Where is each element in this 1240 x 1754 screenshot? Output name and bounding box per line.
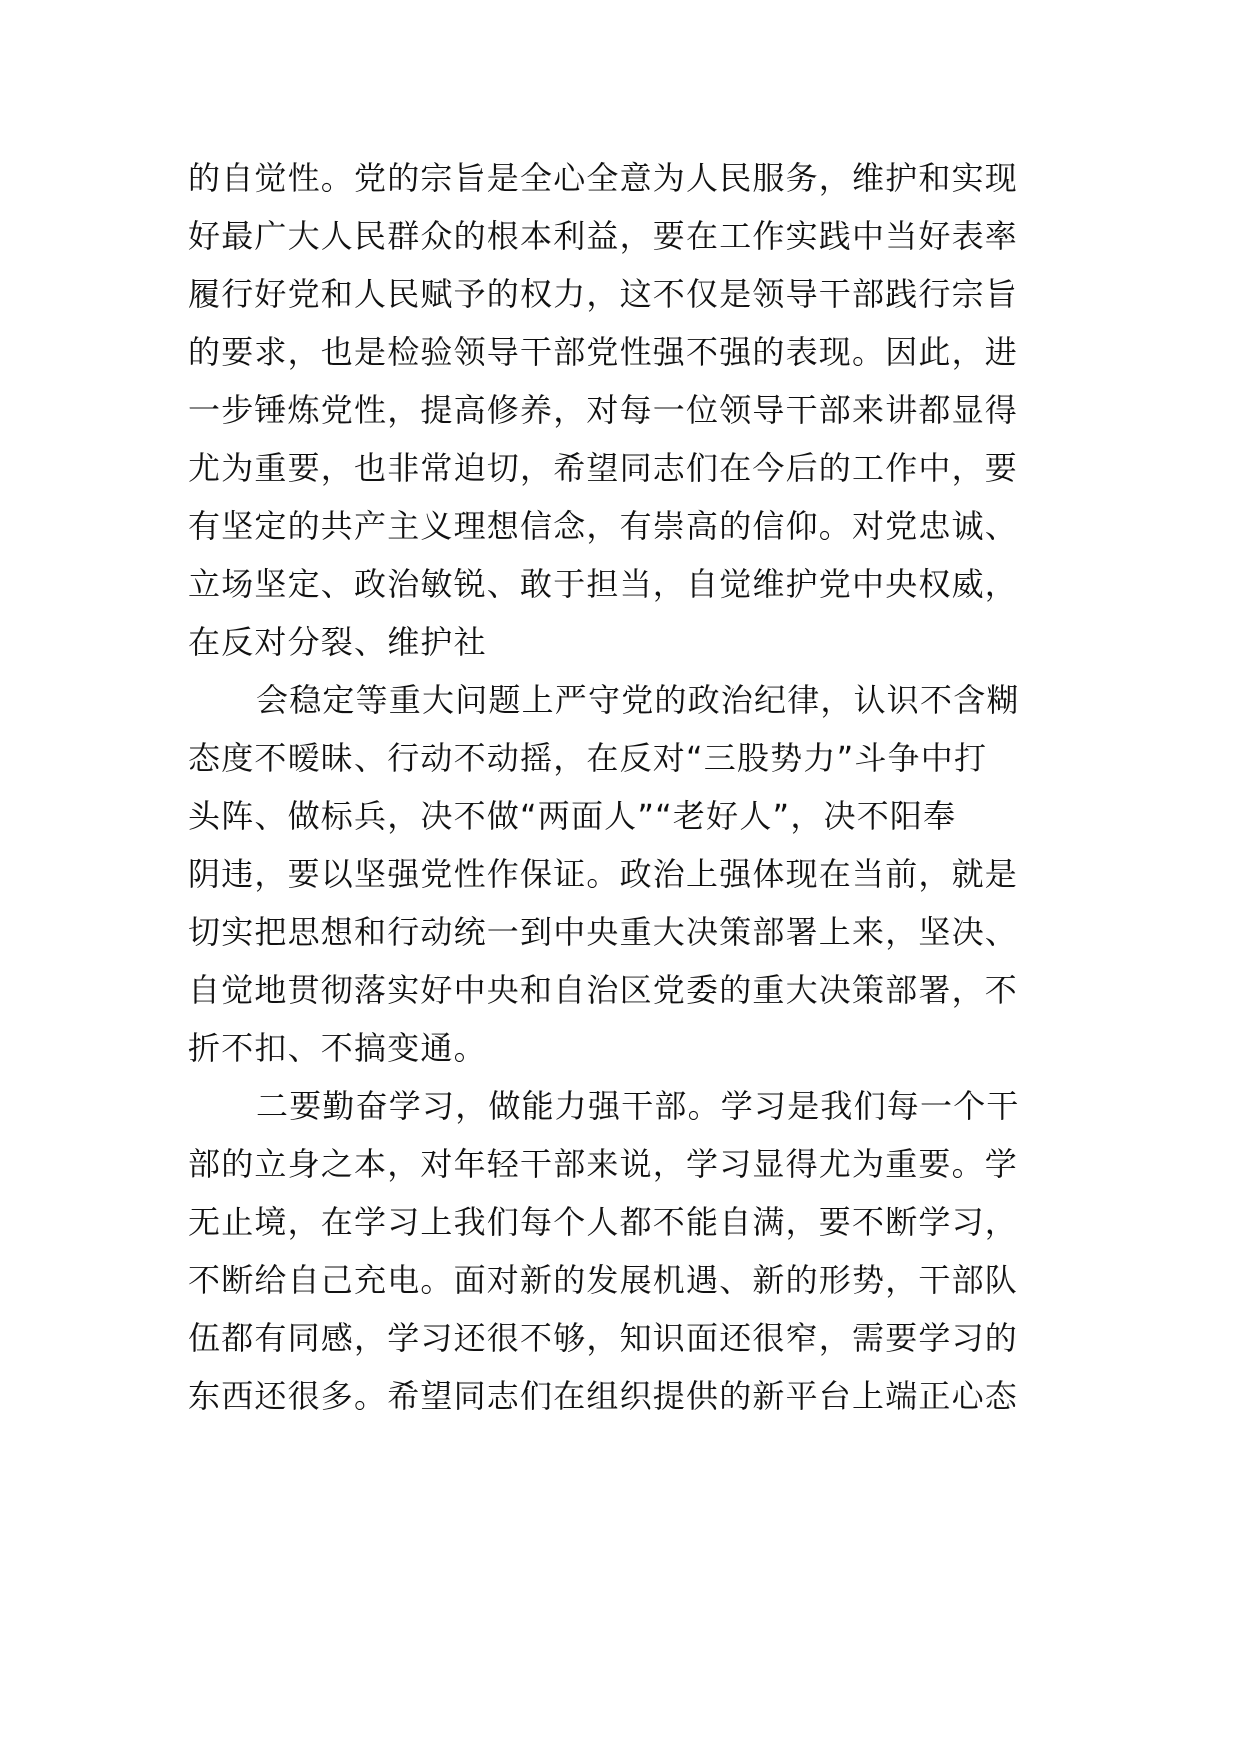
- text-line: 有坚定的共产主义理想信念，有崇高的信仰。对党忠诚、: [188, 507, 1019, 545]
- text-line: 不断给自己充电。面对新的发展机遇、新的形势，干部队: [188, 1261, 1019, 1299]
- paragraph-first-line: 二要勤奋学习，做能力强干部。学习是我们每一个干: [256, 1087, 1020, 1125]
- text-line: 折不扣、不搞变通。: [188, 1029, 487, 1067]
- text-line: 立场坚定、政治敏锐、敢于担当，自觉维护党中央权威，: [188, 565, 1019, 603]
- text-line: 在反对分裂、维护社: [188, 623, 487, 661]
- text-line: 的要求，也是检验领导干部党性强不强的表现。因此，进: [188, 333, 1019, 371]
- text-line: 一步锤炼党性，提高修养，对每一位领导干部来讲都显得: [188, 391, 1019, 429]
- text-line: 自觉地贯彻落实好中央和自治区党委的重大决策部署，不: [188, 971, 1019, 1009]
- text-line: 履行好党和人民赋予的权力，这不仅是领导干部践行宗旨: [188, 275, 1019, 313]
- text-line: 的自觉性。党的宗旨是全心全意为人民服务，维护和实现: [188, 159, 1019, 197]
- text-line: 东西还很多。希望同志们在组织提供的新平台上端正心态: [188, 1377, 1019, 1415]
- text-line: 尤为重要，也非常迫切，希望同志们在今后的工作中，要: [188, 449, 1019, 487]
- text-line: 头阵、做标兵，决不做“两面人”“老好人”，决不阳奉: [188, 797, 957, 835]
- text-line: 部的立身之本，对年轻干部来说，学习显得尤为重要。学: [188, 1145, 1019, 1183]
- text-line: 切实把思想和行动统一到中央重大决策部署上来，坚决、: [188, 913, 1019, 951]
- text-line: 态度不暧昧、行动不动摇，在反对“三股势力”斗争中打: [188, 739, 988, 777]
- paragraph-first-line: 会稳定等重大问题上严守党的政治纪律，认识不含糊: [256, 681, 1020, 719]
- text-line: 无止境，在学习上我们每个人都不能自满，要不断学习，: [188, 1203, 1019, 1241]
- text-line: 好最广大人民群众的根本利益，要在工作实践中当好表率: [188, 217, 1019, 255]
- text-line: 阴违，要以坚强党性作保证。政治上强体现在当前，就是: [188, 855, 1019, 893]
- text-line: 伍都有同感，学习还很不够，知识面还很窄，需要学习的: [188, 1319, 1019, 1357]
